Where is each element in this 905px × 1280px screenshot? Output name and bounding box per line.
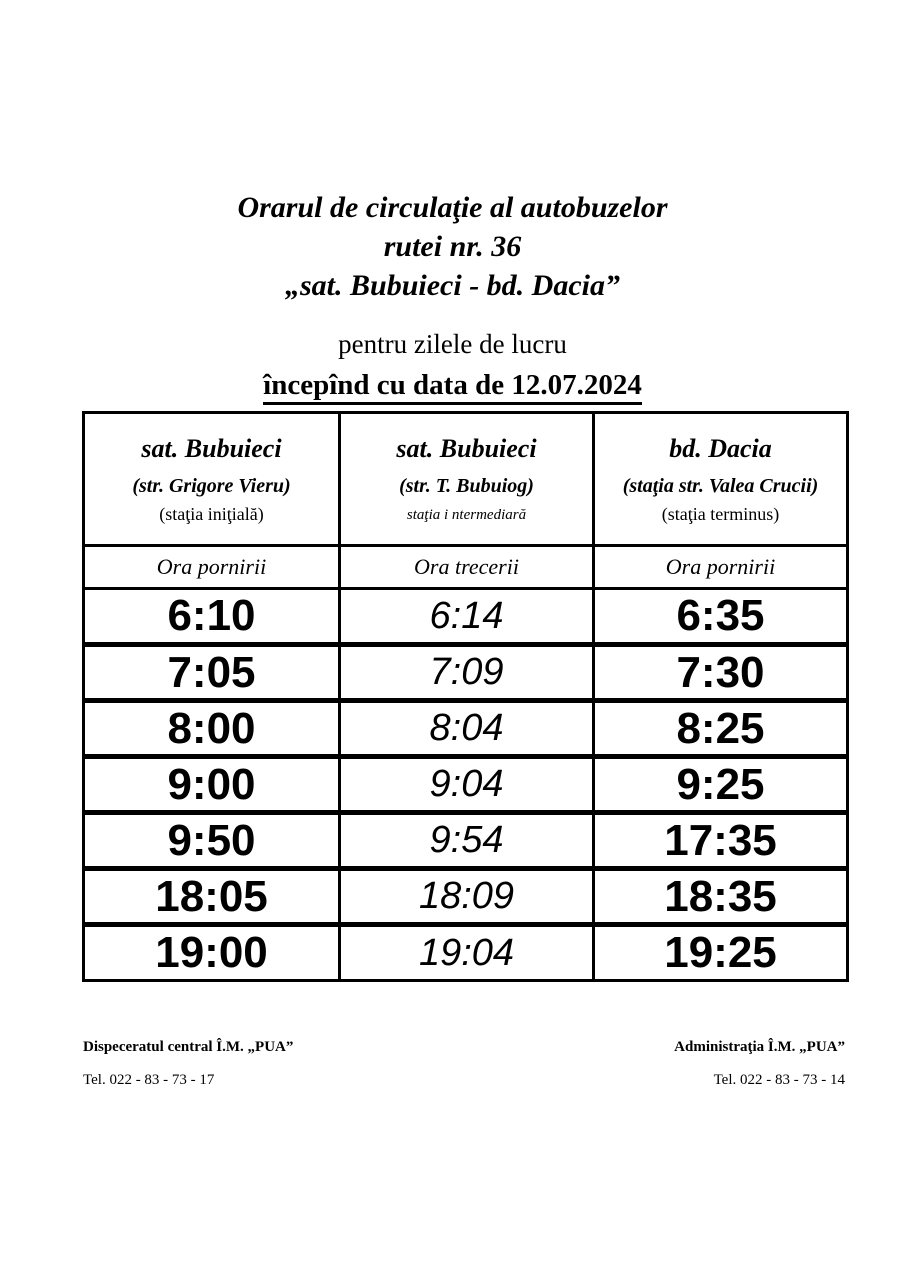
departure-time-cell: 9:00 [84,757,340,813]
passing-time-cell: 8:04 [340,701,594,757]
title-line-2: rutei nr. 36 [383,230,522,263]
station-street: (str. Grigore Vieru) [132,474,291,497]
administration-org-label: Administraţia Î.M. „PUA” [674,1039,845,1055]
departure-time-cell: 19:25 [594,925,848,981]
station-type: (staţia iniţială) [159,503,264,524]
passing-time-cell: 19:04 [340,925,594,981]
passing-time-cell: 18:09 [340,869,594,925]
dispatcher-phone: Tel. 022 - 83 - 73 - 17 [83,1072,215,1088]
times-body [84,589,848,981]
departure-time-cell: 6:35 [594,589,848,645]
time-label-departure-2: Ora pornirii [594,546,848,589]
passing-time-cell: 9:04 [340,757,594,813]
subtitle-workdays: pentru zilele de lucru [338,329,567,359]
table-row [84,701,848,757]
title-line-3: „sat. Bubuieci - bd. Dacia” [285,269,620,302]
station-header-bubuieci-bubuiog [340,413,594,546]
footer-dispatcher-block [83,1038,293,1089]
footer [83,1038,845,1089]
departure-time-cell: 19:00 [84,925,340,981]
document-title [0,188,905,305]
passing-time-cell: 6:14 [340,589,594,645]
departure-time-cell: 8:00 [84,701,340,757]
departure-time-cell: 6:10 [84,589,340,645]
effective-date [0,367,905,403]
station-street: (str. T. Bubuiog) [399,475,534,497]
passing-time-cell: 7:09 [340,645,594,701]
departure-time-cell: 7:05 [84,645,340,701]
departure-time-cell: 8:25 [594,701,848,757]
passing-time-cell: 9:54 [340,813,594,869]
administration-phone: Tel. 022 - 83 - 73 - 14 [713,1072,845,1088]
station-type: (staţia terminus) [661,503,780,524]
dispatcher-org-label: Dispeceratul central Î.M. „PUA” [83,1039,294,1055]
effective-date-text: începînd cu data de 12.07.2024 [263,369,642,405]
title-line-1: Orarul de circulaţie al autobuzelor [237,191,668,224]
time-label-passing: Ora trecerii [340,546,594,589]
station-header-bubuieci-vieru [84,413,340,546]
departure-time-cell: 18:05 [84,869,340,925]
departure-time-cell: 17:35 [594,813,848,869]
departure-time-cell: 9:25 [594,757,848,813]
table-row [84,869,848,925]
station-header-dacia [594,413,848,546]
table-row [84,589,848,645]
station-name: bd. Dacia [669,433,772,463]
table-row [84,925,848,981]
station-type: staţia i ntermediară [406,507,527,523]
departure-time-cell: 18:35 [594,869,848,925]
departure-time-cell: 9:50 [84,813,340,869]
station-name: sat. Bubuieci [141,433,282,463]
footer-administration-block [674,1038,845,1089]
table-row [84,813,848,869]
timetable [82,411,849,982]
title-block [0,0,905,403]
table-row [84,757,848,813]
table-row [84,645,848,701]
departure-time-cell: 7:30 [594,645,848,701]
station-header-row [84,413,848,546]
time-label-departure-1: Ora pornirii [84,546,340,589]
time-label-row [84,546,848,589]
station-name: sat. Bubuieci [396,434,537,463]
station-street: (staţia str. Valea Crucii) [622,474,819,497]
